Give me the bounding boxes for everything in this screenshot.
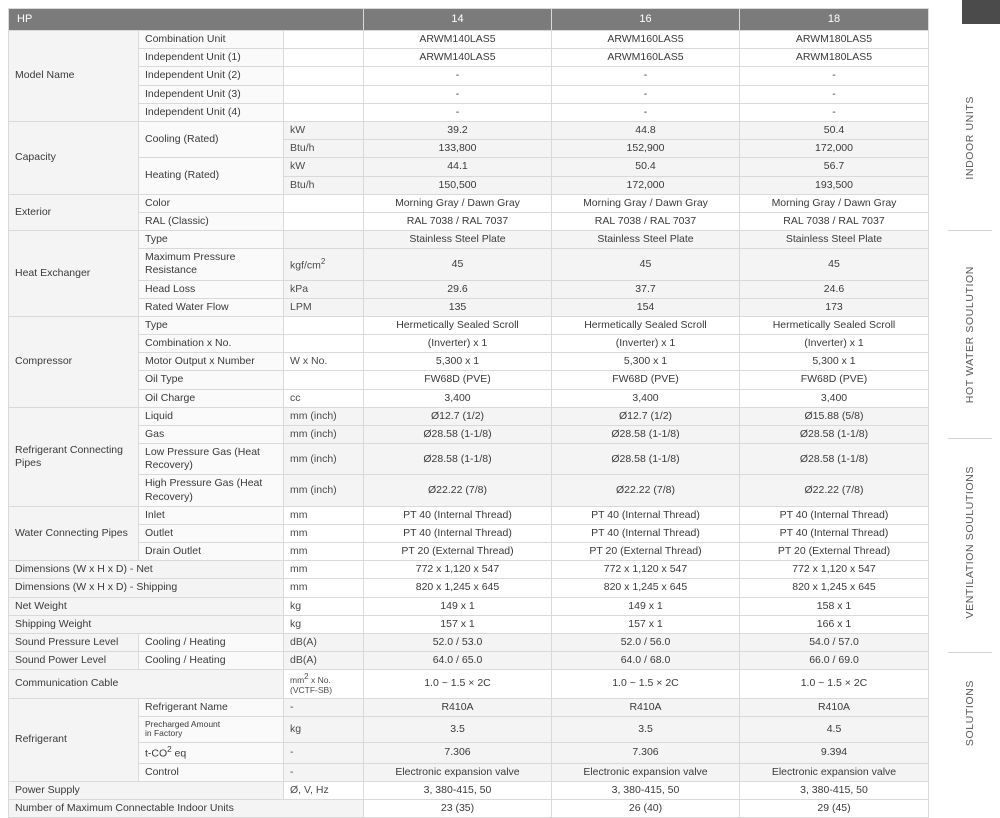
value-cell-hp-14: 64.0 / 65.0: [364, 652, 552, 670]
value-cell-hp-14: PT 20 (External Thread): [364, 543, 552, 561]
row-label: Color: [139, 194, 284, 212]
unit-cell: [284, 371, 364, 389]
value-cell-hp-18: (Inverter) x 1: [740, 335, 929, 353]
rail-divider-1: [948, 230, 992, 231]
row-sublabel: Cooling / Heating: [139, 652, 284, 670]
rail-label-hot-water: HOT WATER SOULUTION: [964, 266, 976, 404]
table-row: [9, 426, 929, 444]
value-cell-hp-14: Ø28.58 (1-1/8): [364, 444, 552, 475]
value-cell-hp-18: Hermetically Sealed Scroll: [740, 316, 929, 334]
value-cell-hp-18: R410A: [740, 698, 929, 716]
value-cell-hp-14: 29.6: [364, 280, 552, 298]
table-row: [9, 615, 929, 633]
value-cell-hp-16: PT 40 (Internal Thread): [552, 506, 740, 524]
unit-cell: kW: [284, 121, 364, 139]
unit-cell: Btu/h: [284, 140, 364, 158]
value-cell-hp-14: 52.0 / 53.0: [364, 634, 552, 652]
value-cell-hp-16: 1.0 ~ 1.5 × 2C: [552, 670, 740, 698]
table-body: [9, 9, 929, 818]
value-cell-hp-18: 3, 380-415, 50: [740, 781, 929, 799]
row-label: Rated Water Flow: [139, 298, 284, 316]
value-cell-hp-14: 820 x 1,245 x 645: [364, 579, 552, 597]
table-row: [9, 249, 929, 280]
unit-cell: mm (inch): [284, 475, 364, 506]
row-label: Combination x No.: [139, 335, 284, 353]
unit-cell: [284, 49, 364, 67]
unit-cell: mm: [284, 543, 364, 561]
value-cell-hp-16: 3,400: [552, 389, 740, 407]
group-label-refrigerant: Refrigerant: [9, 698, 139, 781]
value-cell-hp-16: 154: [552, 298, 740, 316]
value-cell-hp-14: ARWM140LAS5: [364, 49, 552, 67]
row-label: Outlet: [139, 524, 284, 542]
value-cell-hp-14: 772 x 1,120 x 547: [364, 561, 552, 579]
unit-cell: kgf/$cm^2$: [284, 249, 364, 280]
unit-cell: -: [284, 763, 364, 781]
unit-cell: [284, 103, 364, 121]
table-row: [9, 407, 929, 425]
value-cell-hp-18: 772 x 1,120 x 547: [740, 561, 929, 579]
unit-cell: mm (inch): [284, 407, 364, 425]
value-cell-hp-16: 157 x 1: [552, 615, 740, 633]
value-cell-hp-18: 9.394: [740, 742, 929, 763]
row-label: Control: [139, 763, 284, 781]
value-cell-hp-18: Ø15.88 (5/8): [740, 407, 929, 425]
row-label: Independent Unit (2): [139, 67, 284, 85]
table-row: [9, 298, 929, 316]
table-row: [9, 371, 929, 389]
row-label: $t-CO^2$ eq: [139, 742, 284, 763]
table-row: [9, 231, 929, 249]
group-label-water-connecting-pipes: Water Connecting Pipes: [9, 506, 139, 561]
rail-divider-3: [948, 652, 992, 653]
value-cell-hp-14: -: [364, 67, 552, 85]
value-cell-hp-14: RAL 7038 / RAL 7037: [364, 212, 552, 230]
value-cell-hp-14: Morning Gray / Dawn Gray: [364, 194, 552, 212]
unit-cell: mm: [284, 579, 364, 597]
value-cell-hp-16: -: [552, 103, 740, 121]
unit-cell: kg: [284, 615, 364, 633]
header-column-14: 14: [364, 9, 552, 31]
value-cell-hp-18: 5,300 x 1: [740, 353, 929, 371]
row-label: Maximum Pressure Resistance: [139, 249, 284, 280]
value-cell-hp-16: 52.0 / 56.0: [552, 634, 740, 652]
value-cell-hp-18: 820 x 1,245 x 645: [740, 579, 929, 597]
rail-divider-2: [948, 438, 992, 439]
unit-cell: [284, 31, 364, 49]
unit-cell: dB(A): [284, 652, 364, 670]
table-row: [9, 212, 929, 230]
table-row: [9, 524, 929, 542]
unit-cell: [284, 316, 364, 334]
value-cell-hp-16: Stainless Steel Plate: [552, 231, 740, 249]
group-label-model-name: Model Name: [9, 31, 139, 122]
table-row: [9, 31, 929, 49]
table-row: [9, 543, 929, 561]
value-cell-hp-18: RAL 7038 / RAL 7037: [740, 212, 929, 230]
table-row: [9, 121, 929, 139]
value-cell-hp-14: 157 x 1: [364, 615, 552, 633]
value-cell-hp-14: -: [364, 85, 552, 103]
unit-cell: [284, 335, 364, 353]
value-cell-hp-18: 158 x 1: [740, 597, 929, 615]
row-label: High Pressure Gas (Heat Recovery): [139, 475, 284, 506]
row-label: Combination Unit: [139, 31, 284, 49]
value-cell-hp-16: Ø28.58 (1-1/8): [552, 444, 740, 475]
value-cell-hp-14: Ø28.58 (1-1/8): [364, 426, 552, 444]
value-cell-hp-18: 172,000: [740, 140, 929, 158]
value-cell-hp-16: (Inverter) x 1: [552, 335, 740, 353]
group-label-heat-exchanger: Heat Exchanger: [9, 231, 139, 317]
value-cell-hp-18: PT 40 (Internal Thread): [740, 524, 929, 542]
value-cell-hp-18: 50.4: [740, 121, 929, 139]
row-label: Oil Charge: [139, 389, 284, 407]
unit-cell: Btu/h: [284, 176, 364, 194]
table-row: [9, 475, 929, 506]
row-label: Drain Outlet: [139, 543, 284, 561]
value-cell-hp-14: 7.306: [364, 742, 552, 763]
unit-cell: [284, 231, 364, 249]
value-cell-hp-14: 150,500: [364, 176, 552, 194]
value-cell-hp-16: 26 (40): [552, 799, 740, 817]
table-row: [9, 335, 929, 353]
value-cell-hp-16: 820 x 1,245 x 645: [552, 579, 740, 597]
value-cell-hp-16: ARWM160LAS5: [552, 31, 740, 49]
value-cell-hp-18: 166 x 1: [740, 615, 929, 633]
value-cell-hp-18: Ø28.58 (1-1/8): [740, 426, 929, 444]
row-label: Number of Maximum Connectable Indoor Units: [9, 799, 364, 817]
table-row: [9, 652, 929, 670]
value-cell-hp-14: Electronic expansion valve: [364, 763, 552, 781]
unit-cell: W x No.: [284, 353, 364, 371]
value-cell-hp-16: 172,000: [552, 176, 740, 194]
table-row: [9, 280, 929, 298]
value-cell-hp-14: Stainless Steel Plate: [364, 231, 552, 249]
group-label-refrigerant-connecting-pipes: Refrigerant Connecting Pipes: [9, 407, 139, 506]
rail-label-solutions: SOLUTIONS: [964, 680, 976, 747]
row-label: Net Weight: [9, 597, 284, 615]
table-row: [9, 670, 929, 698]
row-label: Liquid: [139, 407, 284, 425]
row-label: Shipping Weight: [9, 615, 284, 633]
unit-cell: -: [284, 742, 364, 763]
group-label-compressor: Compressor: [9, 316, 139, 407]
unit-cell: mm: [284, 506, 364, 524]
value-cell-hp-18: 54.0 / 57.0: [740, 634, 929, 652]
table-row: [9, 763, 929, 781]
value-cell-hp-16: Ø28.58 (1-1/8): [552, 426, 740, 444]
value-cell-hp-16: Hermetically Sealed Scroll: [552, 316, 740, 334]
row-label: Low Pressure Gas (Heat Recovery): [139, 444, 284, 475]
row-label: Heating (Rated): [139, 158, 284, 194]
value-cell-hp-16: 64.0 / 68.0: [552, 652, 740, 670]
table-row: [9, 799, 929, 817]
value-cell-hp-18: 45: [740, 249, 929, 280]
table-row: [9, 103, 929, 121]
value-cell-hp-18: 1.0 ~ 1.5 × 2C: [740, 670, 929, 698]
value-cell-hp-18: ARWM180LAS5: [740, 31, 929, 49]
group-label-capacity: Capacity: [9, 121, 139, 194]
unit-cell: LPM: [284, 298, 364, 316]
rail-label-ventilation: VENTILATION SOULUTIONS: [964, 466, 976, 619]
value-cell-hp-14: 23 (35): [364, 799, 552, 817]
table-row: [9, 506, 929, 524]
value-cell-hp-16: 3.5: [552, 716, 740, 742]
value-cell-hp-14: Ø12.7 (1/2): [364, 407, 552, 425]
table-row: [9, 698, 929, 716]
value-cell-hp-14: ARWM140LAS5: [364, 31, 552, 49]
value-cell-hp-16: PT 20 (External Thread): [552, 543, 740, 561]
table-row: [9, 597, 929, 615]
rail-label-indoor-units: INDOOR UNITS: [964, 96, 976, 180]
unit-cell: Ø, V, Hz: [284, 781, 364, 799]
rail-item-hot-water[interactable]: [940, 266, 1000, 406]
unit-cell: mm (inch): [284, 426, 364, 444]
specification-table: [8, 8, 929, 818]
value-cell-hp-16: Electronic expansion valve: [552, 763, 740, 781]
row-label: RAL (Classic): [139, 212, 284, 230]
value-cell-hp-18: Morning Gray / Dawn Gray: [740, 194, 929, 212]
row-label: Sound Power Level: [9, 652, 139, 670]
unit-cell: mm2 x No. (VCTF-SB): [284, 670, 364, 698]
value-cell-hp-14: 44.1: [364, 158, 552, 176]
unit-cell: -: [284, 698, 364, 716]
unit-cell: dB(A): [284, 634, 364, 652]
unit-cell: mm: [284, 561, 364, 579]
rail-item-indoor-units[interactable]: [940, 96, 1000, 183]
table-row: [9, 85, 929, 103]
value-cell-hp-18: -: [740, 103, 929, 121]
value-cell-hp-14: PT 40 (Internal Thread): [364, 506, 552, 524]
row-label: Power Supply: [9, 781, 284, 799]
row-label: Refrigerant Name: [139, 698, 284, 716]
row-label: Oil Type: [139, 371, 284, 389]
row-label: Independent Unit (1): [139, 49, 284, 67]
value-cell-hp-16: 44.8: [552, 121, 740, 139]
group-label-exterior: Exterior: [9, 194, 139, 230]
unit-cell: kg: [284, 597, 364, 615]
header-column-18: 18: [740, 9, 929, 31]
value-cell-hp-18: PT 20 (External Thread): [740, 543, 929, 561]
table-row: [9, 561, 929, 579]
header-hp-label: HP: [9, 9, 364, 31]
table-row: [9, 389, 929, 407]
value-cell-hp-18: 193,500: [740, 176, 929, 194]
row-label: Communication Cable: [9, 670, 284, 698]
row-label: Sound Pressure Level: [9, 634, 139, 652]
row-label: Motor Output x Number: [139, 353, 284, 371]
value-cell-hp-16: PT 40 (Internal Thread): [552, 524, 740, 542]
value-cell-hp-18: Electronic expansion valve: [740, 763, 929, 781]
value-cell-hp-16: 3, 380-415, 50: [552, 781, 740, 799]
unit-cell: kg: [284, 716, 364, 742]
value-cell-hp-14: 3, 380-415, 50: [364, 781, 552, 799]
row-label: Type: [139, 316, 284, 334]
side-rail: [940, 0, 1000, 773]
value-cell-hp-16: RAL 7038 / RAL 7037: [552, 212, 740, 230]
value-cell-hp-16: Ø12.7 (1/2): [552, 407, 740, 425]
table-row: [9, 634, 929, 652]
value-cell-hp-14: (Inverter) x 1: [364, 335, 552, 353]
value-cell-hp-14: Hermetically Sealed Scroll: [364, 316, 552, 334]
value-cell-hp-18: FW68D (PVE): [740, 371, 929, 389]
value-cell-hp-14: 45: [364, 249, 552, 280]
row-label: Type: [139, 231, 284, 249]
value-cell-hp-14: -: [364, 103, 552, 121]
value-cell-hp-14: 135: [364, 298, 552, 316]
value-cell-hp-16: ARWM160LAS5: [552, 49, 740, 67]
value-cell-hp-16: R410A: [552, 698, 740, 716]
unit-cell: [284, 194, 364, 212]
value-cell-hp-16: -: [552, 67, 740, 85]
table-row: [9, 781, 929, 799]
value-cell-hp-14: 5,300 x 1: [364, 353, 552, 371]
value-cell-hp-18: -: [740, 85, 929, 103]
unit-cell: mm: [284, 524, 364, 542]
row-label: Dimensions (W x H x D) - Net: [9, 561, 284, 579]
row-label: Independent Unit (3): [139, 85, 284, 103]
table-row: [9, 716, 929, 742]
value-cell-hp-16: FW68D (PVE): [552, 371, 740, 389]
unit-cell: [284, 85, 364, 103]
value-cell-hp-14: 39.2: [364, 121, 552, 139]
value-cell-hp-18: Ø22.22 (7/8): [740, 475, 929, 506]
value-cell-hp-18: 3,400: [740, 389, 929, 407]
table-row: [9, 67, 929, 85]
value-cell-hp-16: 37.7: [552, 280, 740, 298]
value-cell-hp-14: FW68D (PVE): [364, 371, 552, 389]
value-cell-hp-18: 56.7: [740, 158, 929, 176]
row-label: Cooling (Rated): [139, 121, 284, 157]
value-cell-hp-18: ARWM180LAS5: [740, 49, 929, 67]
value-cell-hp-16: 772 x 1,120 x 547: [552, 561, 740, 579]
value-cell-hp-18: 24.6: [740, 280, 929, 298]
value-cell-hp-18: 66.0 / 69.0: [740, 652, 929, 670]
value-cell-hp-14: 3,400: [364, 389, 552, 407]
value-cell-hp-14: 1.0 ~ 1.5 × 2C: [364, 670, 552, 698]
value-cell-hp-18: 4.5: [740, 716, 929, 742]
value-cell-hp-14: Ø22.22 (7/8): [364, 475, 552, 506]
row-label: Precharged Amount in Factory: [139, 716, 284, 742]
unit-cell: mm (inch): [284, 444, 364, 475]
value-cell-hp-18: -: [740, 67, 929, 85]
table-row: [9, 49, 929, 67]
value-cell-hp-16: 7.306: [552, 742, 740, 763]
value-cell-hp-16: 152,900: [552, 140, 740, 158]
row-label: Head Loss: [139, 280, 284, 298]
value-cell-hp-14: PT 40 (Internal Thread): [364, 524, 552, 542]
value-cell-hp-18: 173: [740, 298, 929, 316]
table-row: [9, 316, 929, 334]
rail-item-ventilation[interactable]: [940, 466, 1000, 621]
rail-top-marker: [962, 0, 1000, 24]
value-cell-hp-16: 5,300 x 1: [552, 353, 740, 371]
row-label: Independent Unit (4): [139, 103, 284, 121]
value-cell-hp-18: 29 (45): [740, 799, 929, 817]
row-sublabel: Cooling / Heating: [139, 634, 284, 652]
unit-cell: kPa: [284, 280, 364, 298]
unit-cell: cc: [284, 389, 364, 407]
rail-item-solutions[interactable]: [940, 680, 1000, 749]
row-label: Inlet: [139, 506, 284, 524]
row-label: Gas: [139, 426, 284, 444]
unit-cell: kW: [284, 158, 364, 176]
table-header-row: [9, 9, 929, 31]
value-cell-hp-16: 45: [552, 249, 740, 280]
row-label: Dimensions (W x H x D) - Shipping: [9, 579, 284, 597]
table-row: [9, 579, 929, 597]
value-cell-hp-18: Stainless Steel Plate: [740, 231, 929, 249]
value-cell-hp-16: Morning Gray / Dawn Gray: [552, 194, 740, 212]
value-cell-hp-14: 133,800: [364, 140, 552, 158]
value-cell-hp-14: R410A: [364, 698, 552, 716]
value-cell-hp-16: 50.4: [552, 158, 740, 176]
table-row: [9, 742, 929, 763]
value-cell-hp-14: 149 x 1: [364, 597, 552, 615]
table-row: [9, 194, 929, 212]
value-cell-hp-16: 149 x 1: [552, 597, 740, 615]
header-column-16: 16: [552, 9, 740, 31]
value-cell-hp-18: Ø28.58 (1-1/8): [740, 444, 929, 475]
table-row: [9, 158, 929, 176]
table-row: [9, 353, 929, 371]
value-cell-hp-18: PT 40 (Internal Thread): [740, 506, 929, 524]
value-cell-hp-16: -: [552, 85, 740, 103]
value-cell-hp-16: Ø22.22 (7/8): [552, 475, 740, 506]
unit-cell: [284, 67, 364, 85]
table-row: [9, 444, 929, 475]
unit-cell: [284, 212, 364, 230]
value-cell-hp-14: 3.5: [364, 716, 552, 742]
